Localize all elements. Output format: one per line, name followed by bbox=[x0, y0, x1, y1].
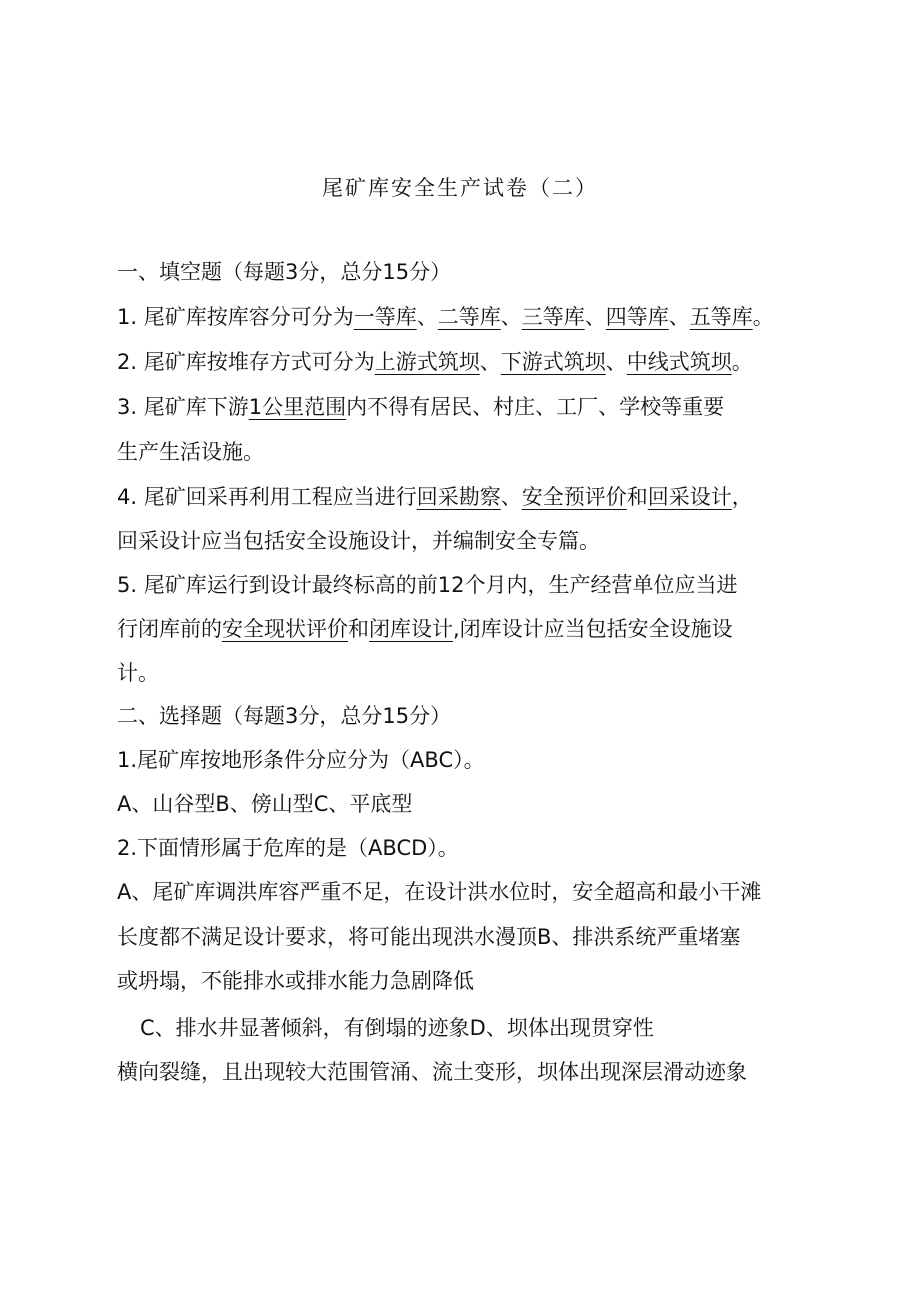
answer-blank: 中线式筑坝 bbox=[626, 350, 732, 374]
s2-question-2-line4: C、排水井显著倾斜，有倒塌的迹象D、坝体出现贯穿性 bbox=[140, 1016, 654, 1040]
section2-heading: 二、选择题（每题3分，总分15分） bbox=[117, 704, 452, 728]
question-text: 内不得有居民、村庄、工厂、学校等重要 bbox=[346, 395, 725, 419]
s1-question-5 bbox=[117, 570, 737, 600]
answer-blank: 安全预评价 bbox=[521, 485, 627, 509]
separator: 、 bbox=[479, 350, 501, 374]
separator: ， bbox=[731, 485, 753, 509]
answer-blank: 三等库 bbox=[521, 305, 585, 329]
answer-blank: 下游式筑坝 bbox=[500, 350, 606, 374]
s2-question-1: 1.尾矿库按地形条件分应分为（ABC）。 bbox=[117, 748, 485, 772]
question-number: 1. bbox=[117, 305, 138, 329]
s2-question-1-options: A、山谷型B、傍山型C、平底型 bbox=[117, 792, 413, 816]
answer-blank: 回采勘察 bbox=[416, 485, 501, 509]
s1-question-5-line2 bbox=[117, 614, 733, 644]
separator: 、 bbox=[416, 305, 438, 329]
s2-question-2-line5: 横向裂缝，且出现较大范围管涌、流土变形，坝体出现深层滑动迹象 bbox=[117, 1060, 747, 1084]
answer-blank: 一等库 bbox=[353, 305, 417, 329]
question-text: 尾矿库下游 bbox=[143, 395, 249, 419]
question-number: 5. bbox=[117, 573, 138, 597]
separator: 、 bbox=[500, 305, 522, 329]
separator: 和 bbox=[626, 485, 648, 509]
question-text: 尾矿回采再利用工程应当进行 bbox=[143, 485, 417, 509]
question-text: 尾矿库运行到设计最终标高的前12个月内，生产经营单位应当进 bbox=[143, 573, 738, 597]
page-title: 尾矿库安全生产试卷（二） bbox=[322, 176, 598, 200]
s1-question-1 bbox=[117, 302, 774, 332]
separator: 、 bbox=[668, 305, 690, 329]
separator: 。 bbox=[731, 350, 753, 374]
s1-question-3 bbox=[117, 392, 724, 422]
question-number: 3. bbox=[117, 395, 138, 419]
s1-question-2 bbox=[117, 347, 753, 377]
s2-question-2-line3: 或坍塌，不能排水或排水能力急剧降低 bbox=[117, 969, 474, 993]
question-text: 尾矿库按堆存方式可分为 bbox=[143, 350, 375, 374]
s1-question-5-line3: 计。 bbox=[117, 661, 159, 685]
answer-blank: 安全现状评价 bbox=[222, 617, 348, 641]
answer-blank: 闭库设计 bbox=[369, 617, 453, 641]
question-text: ,闭库设计应当包括安全设施设 bbox=[453, 617, 733, 641]
separator: 。 bbox=[752, 305, 774, 329]
s2-question-2-line2: 长度都不满足设计要求，将可能出现洪水漫顶B、排洪系统严重堵塞 bbox=[117, 925, 741, 949]
section1-heading: 一、填空题（每题3分，总分15分） bbox=[117, 260, 452, 284]
s1-question-3-line2: 生产生活设施。 bbox=[117, 440, 264, 464]
s1-question-4 bbox=[117, 482, 753, 512]
separator: 、 bbox=[500, 485, 522, 509]
answer-blank: 1公里范围 bbox=[248, 395, 347, 419]
s1-question-4-line2: 回采设计应当包括安全设施设计，并编制安全专篇。 bbox=[117, 529, 600, 553]
answer-blank: 二等库 bbox=[437, 305, 501, 329]
s2-question-2-line1: A、尾矿库调洪库容严重不足，在设计洪水位时，安全超高和最小干滩 bbox=[117, 880, 762, 904]
answer-blank: 回采设计 bbox=[647, 485, 732, 509]
separator: 、 bbox=[584, 305, 606, 329]
question-text: 尾矿库按库容分可分为 bbox=[143, 305, 354, 329]
answer-blank: 四等库 bbox=[605, 305, 669, 329]
question-text: 行闭库前的 bbox=[117, 617, 222, 641]
answer-blank: 五等库 bbox=[689, 305, 753, 329]
separator: 和 bbox=[348, 617, 369, 641]
separator: 、 bbox=[605, 350, 627, 374]
question-number: 4. bbox=[117, 485, 138, 509]
s2-question-2: 2.下面情形属于危库的是（ABCD）。 bbox=[117, 836, 459, 860]
question-number: 2. bbox=[117, 350, 138, 374]
answer-blank: 上游式筑坝 bbox=[374, 350, 480, 374]
